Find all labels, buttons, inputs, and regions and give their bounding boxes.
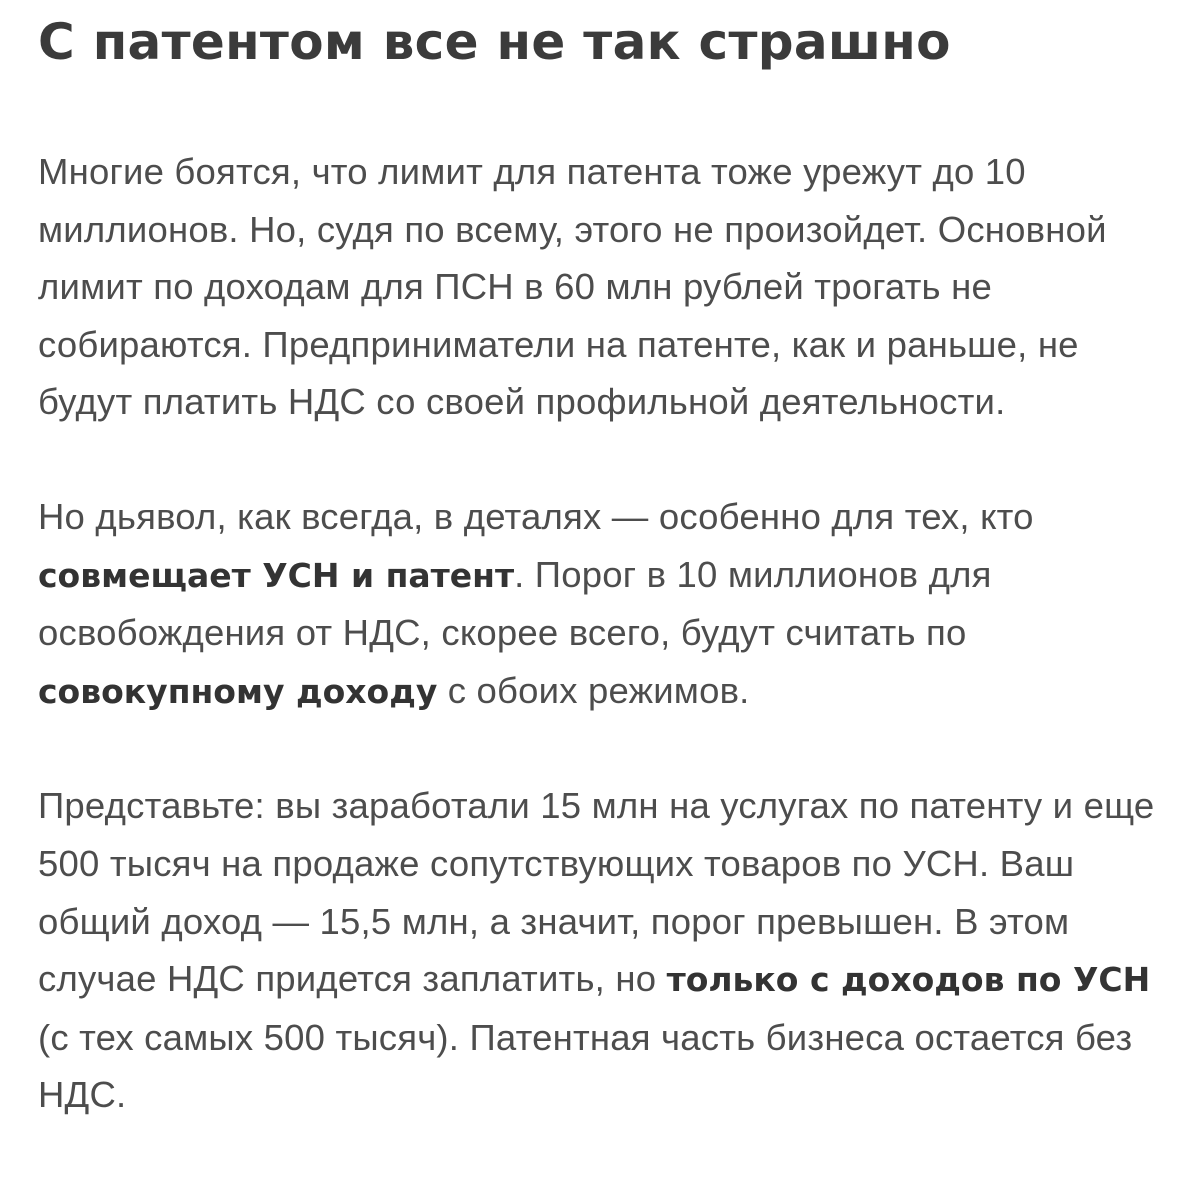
paragraph-text: (с тех самых 500 тысяч). Патентная часть бизнеса остается без НДС. [38,1016,1133,1116]
paragraph-combined-regimes [38,488,1168,720]
article [38,0,1168,1124]
paragraph-text: с обоих режимов. [437,669,750,711]
paragraph-text: . Порог в 10 миллионов для освобождения от НДС, скорее всего, будут считать по [38,553,992,654]
paragraph-patent-limit [38,143,1168,431]
paragraph-text: Представьте: вы заработали 15 млн на услугах по патенту и еще 500 тысяч на продаже сопутствующих товаров по УСН. Ваш общий доход — 15,5 млн, а значит, порог превышен. В этом случае НДС придется заплатить, но [38,785,1155,1000]
paragraph-text: Многие боятся, что лимит для патента тоже урежут до 10 миллионов. Но, судя по всему, этого не произойдет. Основной лимит по доходам для ПСН в 60 млн рублей трогать не собираются. Предприниматели на патенте, как и раньше, не будут платить НДС со своей профильной деятельности. [38,151,1107,423]
emphasis-combined-usn-patent: совмещает УСН и патент [38,555,515,595]
article-title: С патентом все не так страшно [38,13,951,71]
paragraph-example [38,777,1168,1124]
paragraph-text: Но дьявол, как всегда, в деталях — особенно для тех, кто [38,495,1034,537]
emphasis-total-income: совокупному доходу [38,671,438,711]
emphasis-usn-income-only: только с доходов по УСН [666,960,1151,1000]
